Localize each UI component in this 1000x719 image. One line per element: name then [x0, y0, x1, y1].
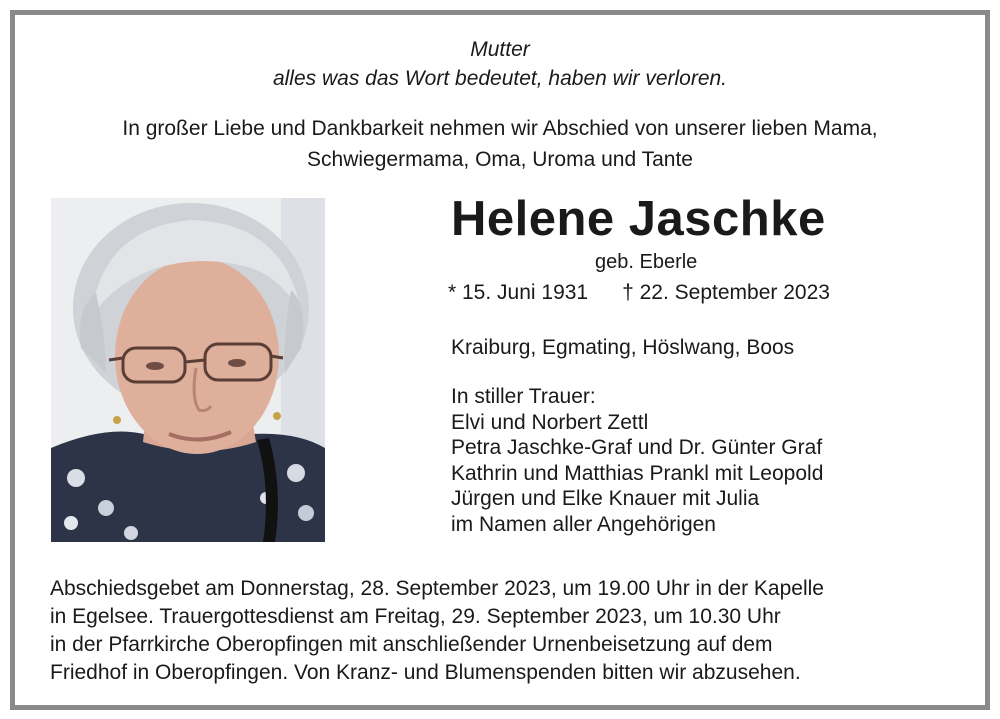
notice-line: Abschiedsgebet am Donnerstag, 28. September 2023, um 19.00 Uhr in der Kapelle	[50, 577, 824, 600]
birth-date: * 15. Juni 1931	[448, 281, 589, 304]
intro-line-2: alles was das Wort bedeutet, haben wir verloren.	[272, 67, 728, 90]
places: Kraiburg, Egmating, Höslwang, Boos	[451, 336, 795, 359]
mourner-entry: Petra Jaschke-Graf und Dr. Günter Graf	[451, 436, 823, 459]
mourner-entry: Kathrin und Matthias Prankl mit Leopold	[451, 461, 824, 485]
mourner-entry: im Namen aller Angehörigen	[451, 512, 716, 536]
life-dates	[448, 281, 830, 305]
notice-line: in Egelsee. Trauergottesdienst am Freitag, 29. September 2023, um 10.30 Uhr	[50, 605, 781, 628]
portrait-photo	[51, 198, 325, 542]
intro-line-1: Mutter	[470, 38, 530, 61]
dedication-line-1: In großer Liebe und Dankbarkeit nehmen wir Abschied von unserer lieben Mama,	[122, 117, 878, 140]
dedication-line-2: Schwiegermama, Oma, Uroma und Tante	[307, 148, 693, 171]
dedication-text	[15, 113, 985, 175]
notice-line: in der Pfarrkirche Oberopfingen mit anschließender Urnenbeisetzung auf dem	[50, 633, 773, 656]
service-notice	[50, 575, 970, 687]
birth-name: geb. Eberle	[595, 251, 698, 273]
deceased-name: Helene Jaschke	[451, 192, 826, 246]
death-date: † 22. September 2023	[622, 281, 830, 304]
mourners-heading: In stiller Trauer:	[451, 385, 596, 408]
intro-quote	[15, 35, 985, 93]
mourner-entry: Elvi und Norbert Zettl	[451, 410, 649, 434]
obituary-frame	[10, 10, 990, 710]
mourner-entry: Jürgen und Elke Knauer mit Julia	[451, 487, 760, 510]
mourners-list	[451, 384, 823, 537]
notice-line: Friedhof in Oberopfingen. Von Kranz- und Blumenspenden bitten wir abzusehen.	[50, 661, 801, 684]
